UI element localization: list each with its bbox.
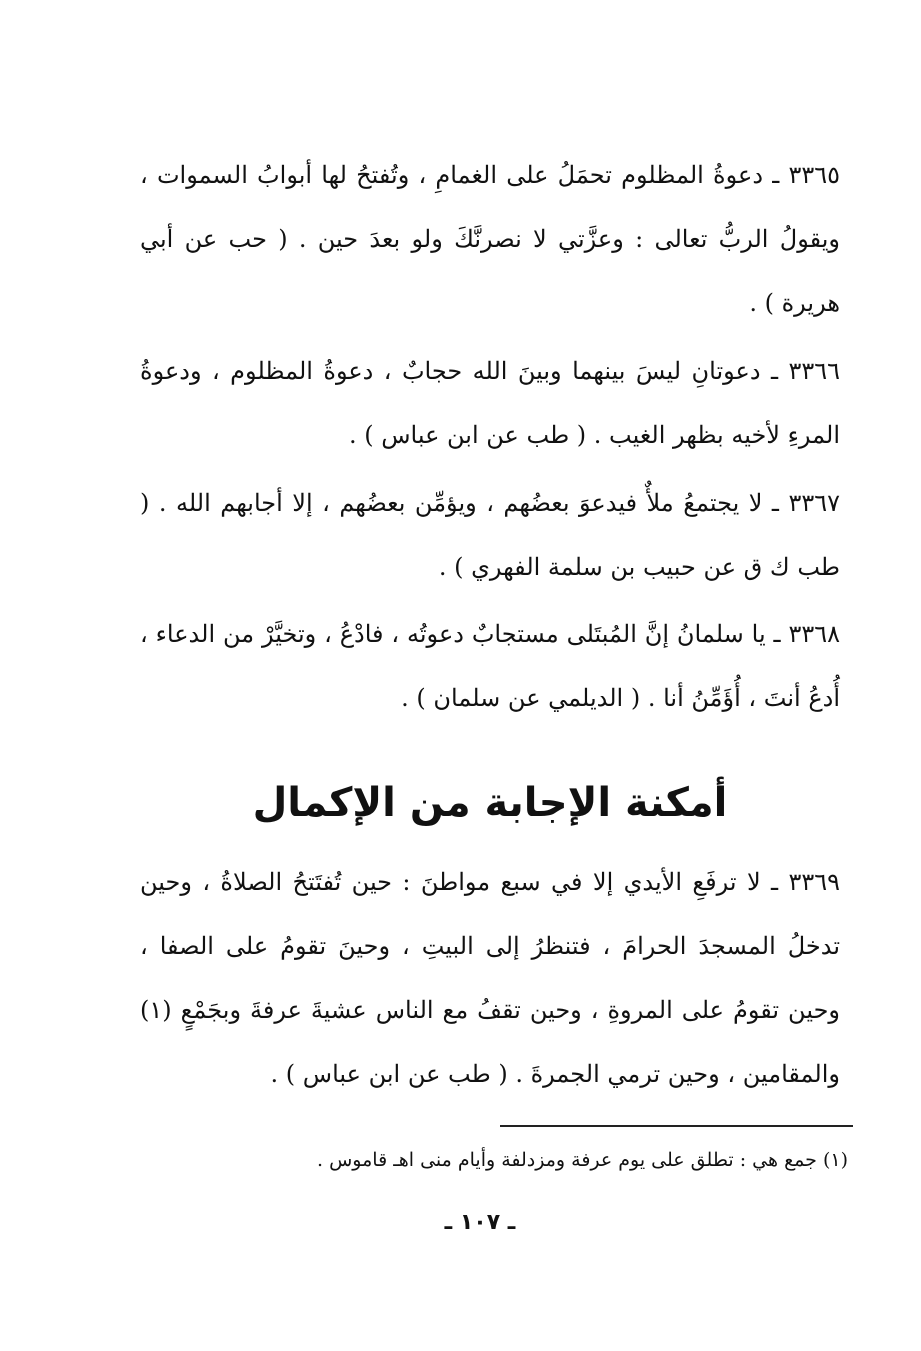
- footnote-divider: [500, 1125, 853, 1127]
- hadith-3369: ٣٣٦٩ ـ لا ترفَعِ الأيدي إلا في سبع مواطنَ : حين تُفتَتحُ الصلاةُ ، وحين تدخلُ المسجدَ الحرامَ ، فتنظرُ إلى البيتِ ، وحينَ تقومُ على الصفا ، وحين تقومُ على المروةِ ، وحين تقفُ مع الناس عشيةَ عرفةَ وبجَمْعٍ (١) والمقامين ، وحين ترمي الجمرةَ . ( طب عن ابن عباس ) .: [140, 868, 840, 1088]
- page-number: ـ ١٠٧ ـ: [444, 1210, 516, 1235]
- section-heading: أمكنة الإجابة من الإكمال: [252, 780, 728, 826]
- hadith-3365: ٣٣٦٥ ـ دعوةُ المظلوم تحمَلُ على الغمامِ ، وتُفتحُ لها أبوابُ السموات ، ويقولُ الربُّ تعالى : وعزَّتي لا نصرنَّكَ ولو بعدَ حين . ( حب عن أبي هريرة ) .: [140, 161, 840, 317]
- footnote: (١) جمع هي : تطلق على يوم عرفة ومزدلفة وأيام منى اهـ قاموس .: [317, 1149, 848, 1171]
- hadith-3368: ٣٣٦٨ ـ يا سلمانُ إنَّ المُبتَلى مستجابٌ دعوتُه ، فادْعُ ، وتخيَّرْ من الدعاء ، أُدعُ أنتَ ، أُؤَمِّنُ أنا . ( الديلمي عن سلمان ) .: [140, 620, 840, 712]
- hadith-3367: ٣٣٦٧ ـ لا يجتمعُ ملأٌ فيدعوَ بعضُهم ، ويؤمِّن بعضُهم ، إلا أجابهم الله . ( طب ك ق عن حبيب بن سلمة الفهري ) .: [140, 489, 840, 581]
- hadith-3366: ٣٣٦٦ ـ دعوتانِ ليسَ بينهما وبينَ الله حجابٌ ، دعوةُ المظلوم ، ودعوةُ المرءِ لأخيه بظهر الغيب . ( طب عن ابن عباس ) .: [140, 357, 840, 449]
